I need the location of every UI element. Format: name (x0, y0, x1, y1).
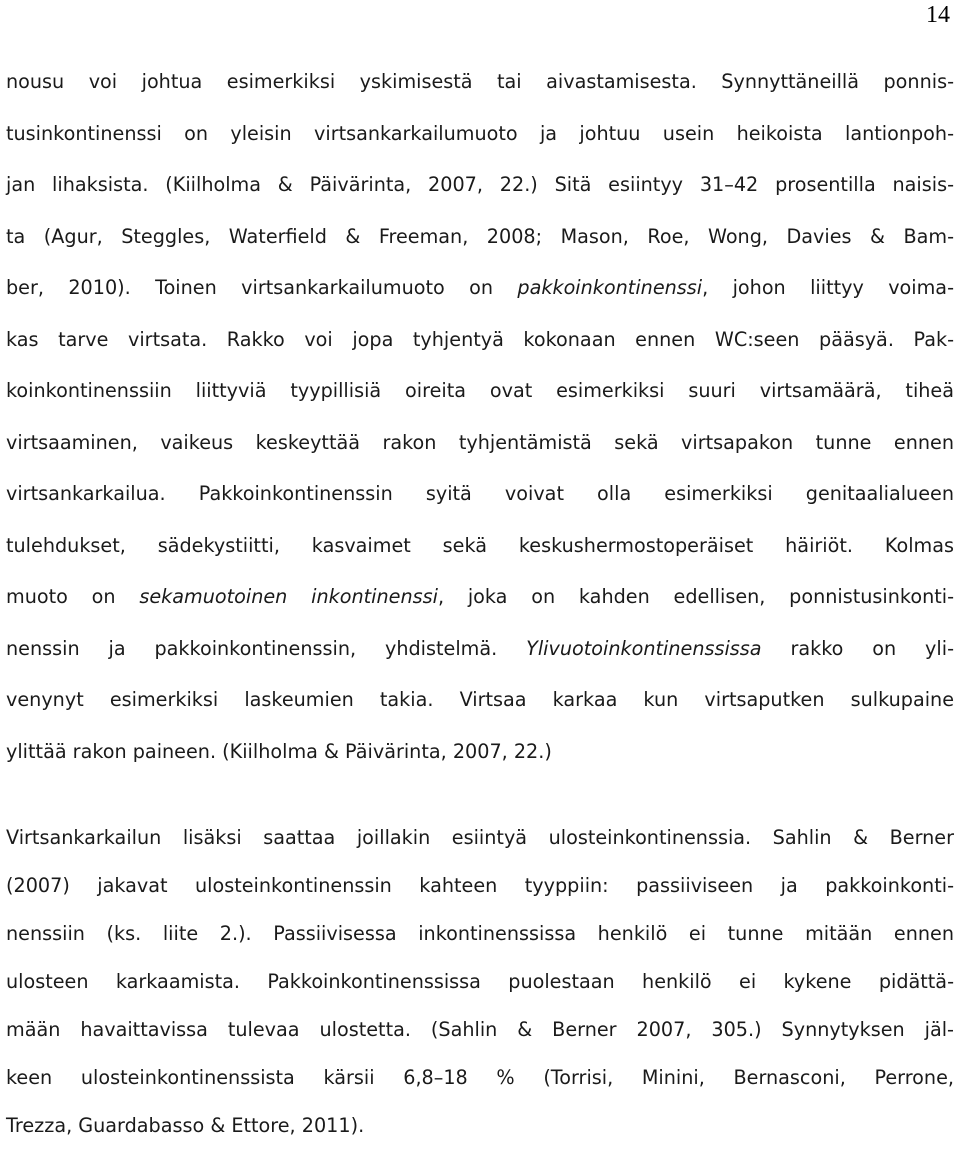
text-line: nenssiin (ks. liite 2.). Passiivisessa inkontinenssissa henkilö ei tunne mitään ennen (6, 922, 954, 945)
text-line: koinkontinenssiin liittyviä tyypillisiä oireita ovat esimerkiksi suuri virtsamäärä, tiheä (6, 379, 954, 402)
paragraph-2 (6, 814, 954, 1150)
text-line: keen ulosteinkontinenssista kärsii 6,8–18 % (Torrisi, Minini, Bernasconi, Perrone, (6, 1066, 954, 1089)
text-line: nousu voi johtua esimerkiksi yskimisestä tai aivastamisesta. Synnyttäneillä ponnis- (6, 70, 954, 93)
text-line: Virtsankarkailun lisäksi saattaa joillakin esiintyä ulosteinkontinenssia. Sahlin & Berner (6, 826, 954, 849)
text-line: jan lihaksista. (Kiilholma & Päivärinta, 2007, 22.) Sitä esiintyy 31–42 prosentilla naisis- (6, 173, 954, 196)
text-line: tulehdukset, sädekystiitti, kasvaimet sekä keskushermostoperäiset häiriöt. Kolmas (6, 533, 954, 557)
italic-term: pakkoinkontinenssi (517, 276, 703, 299)
text-line: mään havaittavissa tulevaa ulostetta. (Sahlin & Berner 2007, 305.) Synnytyksen jäl- (6, 1018, 954, 1041)
text-line: ylittää rakon paineen. (Kiilholma & Päivärinta, 2007, 22.) (6, 739, 552, 763)
text-line: tusinkontinenssi on yleisin virtsankarkailumuoto ja johtuu usein heikoista lantionpoh- (6, 121, 954, 145)
text-line (6, 571, 954, 623)
text-run: , johon liittyy voima- (702, 276, 954, 299)
page-number: 14 (926, 2, 950, 28)
text-run: rakko on yli- (761, 636, 954, 660)
text-run: , joka on kahden edellisen, ponnistusinkonti- (437, 585, 955, 608)
text-line: virtsaaminen, vaikeus keskeyttää rakon tyhjentämistä sekä virtsapakon tunne ennen (6, 430, 954, 454)
paragraph-1 (6, 56, 954, 777)
text-line (6, 262, 954, 314)
text-line: (2007) jakavat ulosteinkontinenssin kahteen tyyppiin: passiiviseen ja pakkoinkonti- (6, 874, 954, 897)
text-run: nenssin ja pakkoinkontinenssin, yhdistelmä. (6, 636, 527, 660)
text-line: Trezza, Guardabasso & Ettore, 2011). (6, 1114, 365, 1137)
text-line: ulosteen karkaamista. Pakkoinkontinenssissa puolestaan henkilö ei kykene pidättä- (6, 970, 954, 993)
text-line: kas tarve virtsata. Rakko voi jopa tyhjentyä kokonaan ennen WC:seen pääsyä. Pak- (6, 327, 954, 351)
italic-term: sekamuotoinen inkontinenssi (139, 585, 438, 608)
text-line: ta (Agur, Steggles, Waterfield & Freeman, 2008; Mason, Roe, Wong, Davies & Bam- (6, 224, 954, 248)
text-line (6, 623, 954, 675)
text-run: ber, 2010). Toinen virtsankarkailumuoto on (6, 276, 518, 299)
italic-term: Ylivuotoinkontinenssissa (526, 636, 762, 660)
text-run: muoto on (6, 585, 140, 608)
text-line: virtsankarkailua. Pakkoinkontinenssin syitä voivat olla esimerkiksi genitaalialueen (6, 482, 954, 505)
text-line: venynyt esimerkiksi laskeumien takia. Virtsaa karkaa kun virtsaputken sulkupaine (6, 688, 954, 711)
